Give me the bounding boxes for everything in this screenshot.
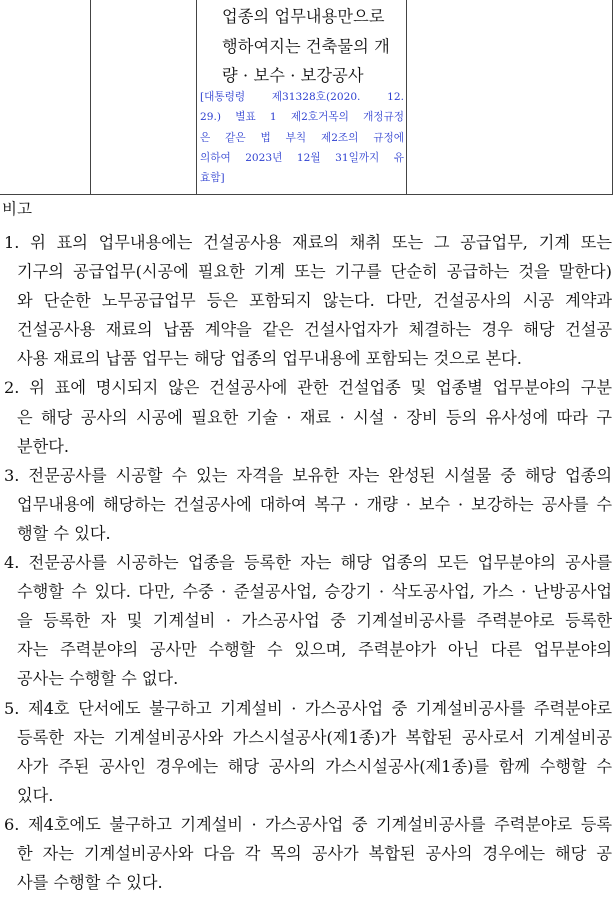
note-line: 기구의 공급업무(시공에 필요한 기계 또는 기구를 단순히 공급하는 것을 말한다) (17, 262, 612, 282)
note-line: 5. 제4호 단서에도 불구하고 기계설비 · 가스공사업 중 기계설비공사를 주력분야로 (4, 698, 612, 718)
note-line: 행할 수 있다. (17, 523, 111, 543)
notes-list (0, 228, 612, 897)
note-line: 4. 전문공사를 시공하는 업종을 등록한 자는 해당 업종의 모든 업무분야의 공사를 (4, 553, 612, 573)
note-line: 업무내용에 해당하는 건설공사에 대하여 복구 · 개량 · 보수 · 보강하는 공사를 수 (17, 494, 612, 514)
note-line: 건설공사용 재료의 납품 계약을 같은 건설사업자가 체결하는 경우 해당 건설공 (17, 320, 612, 340)
note-line: 사를 수행할 수 있다. (17, 873, 163, 893)
note-line: 은 해당 공사의 시공에 필요한 기술 · 재료 · 시설 · 장비 등의 유사성에 따라 구 (17, 407, 612, 427)
table-right-border (612, 0, 613, 195)
note-line: 한 자는 기계설비공사와 다음 각 목의 공사가 복합된 공사의 경우에는 해당 공 (17, 843, 612, 863)
note-line: 등록한 자는 기계설비공사와 가스시설공사(제1종)가 복합된 공사로서 기계설비공 (17, 727, 612, 747)
table-column-divider-2 (196, 0, 197, 195)
table-column-divider-3 (406, 0, 407, 195)
note-line: 2. 위 표에 명시되지 않은 건설공사에 관한 건설업종 및 업종별 업무분야의 구분 (4, 378, 612, 398)
note-line: 자는 주력분야의 공사만 수행할 수 있으며, 주력분야가 아닌 다른 업무분야의 (17, 640, 612, 660)
cell-line: 량 · 보수 · 보강공사 (222, 66, 364, 85)
amendment-line: 은 같은 법 부칙 제2조의 규정에 (200, 131, 404, 144)
note-line: 사가 주된 공사인 경우에는 해당 공사의 가스시설공사(제1종)를 함께 수행할 수 (17, 756, 612, 776)
note-line: 수행할 수 있다. 다만, 수중 · 준설공사업, 승강기 · 삭도공사업, 가스 · 난방공사업 (17, 582, 612, 602)
note-line: 3. 전문공사를 시공할 수 있는 자격을 보유한 자는 완성된 시설물 중 해당 업종의 (4, 465, 612, 485)
note-line: 와 단순한 노무공급업무 등은 포함되지 않는다. 다만, 건설공사의 시공 계약과 (17, 291, 612, 311)
amendment-line: 29.) 별표 1 제2호거목의 개정규정 (200, 111, 404, 124)
notes-heading: 비고 (2, 200, 32, 218)
amendment-line: 효함] (200, 172, 225, 185)
note-line: 공사는 수행할 수 없다. (17, 669, 179, 689)
note-line: 있다. (17, 785, 54, 805)
cell-line: 업종의 업무내용만으로 (222, 7, 385, 26)
amendment-note (200, 87, 404, 188)
table-column-divider-1 (90, 0, 91, 195)
table-fragment (0, 0, 613, 195)
note-line: 6. 제4호에도 불구하고 기계설비 · 가스공사업 중 기계설비공사를 주력분야로 등록 (4, 814, 612, 834)
table-cell-business-scope (222, 2, 402, 91)
note-line: 분한다. (17, 436, 70, 456)
note-line: 을 등록한 자 및 기계설비 · 가스공사업 중 기계설비공사를 주력분야로 등록한 (17, 611, 612, 631)
amendment-line: 의하여 2023년 12월 31일까지 유 (200, 151, 404, 164)
note-line: 1. 위 표의 업무내용에는 건설공사용 재료의 채취 또는 그 공급업무, 기계 또는 (4, 233, 612, 252)
cell-line: 행하여지는 건축물의 개 (222, 36, 390, 56)
amendment-line: [대통령령 제31328호(2020. 12. (200, 91, 404, 103)
note-line: 사용 재료의 납품 업무는 해당 업종의 업무내용에 포함되는 것으로 본다. (17, 349, 522, 369)
